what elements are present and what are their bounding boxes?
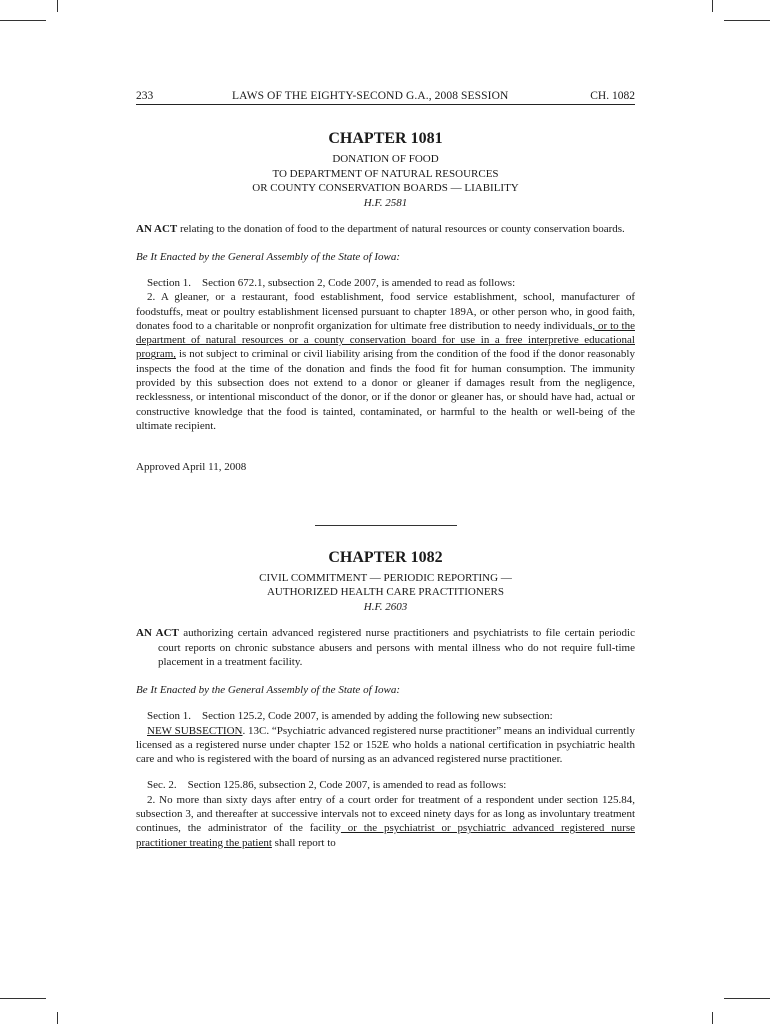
crop-mark (57, 0, 58, 12)
crop-mark (0, 20, 46, 21)
chapter-subtitle-line: TO DEPARTMENT OF NATURAL RESOURCES (272, 167, 499, 180)
act-text: relating to the donation of food to the department of natural resources or county conservation boards. (177, 223, 625, 235)
chapter-subtitle-line: AUTHORIZED HEALTH CARE PRACTITIONERS (266, 586, 504, 599)
running-head-title: LAWS OF THE EIGHTY-SECOND G.A., 2008 SESSION (232, 90, 509, 102)
act-text: authorizing certain advanced registered nurse practitioners and psychiatrists to file certain periodic court reports on chronic substance abusers and persons with mental illness who do not require full-time placement in a treatment facility. (158, 627, 635, 669)
act-description (136, 626, 635, 670)
chapter-title: CHAPTER 1082 (328, 548, 443, 566)
new-subsection-label: NEW SUBSECTION (147, 724, 243, 737)
chapter-subtitle-line: OR COUNTY CONSERVATION BOARDS — LIABILITY (252, 182, 519, 194)
section-paragraph (136, 793, 635, 850)
inserted-text: or the psychiatrist or psychiatric advanced registered nurse practitioner treating the patient (136, 822, 635, 849)
page-number: 233 (136, 90, 154, 102)
crop-mark (0, 998, 46, 999)
crop-mark (712, 1012, 713, 1024)
enacting-clause: Be It Enacted by the General Assembly of the State of Iowa: (136, 250, 401, 263)
act-lead: AN ACT (136, 627, 179, 640)
section-paragraph (136, 724, 635, 767)
document-page (136, 88, 635, 850)
chapter-1082 (136, 548, 635, 850)
chapter-subtitle-line: DONATION OF FOOD (332, 153, 439, 165)
enacting-clause: Be It Enacted by the General Assembly of the State of Iowa: (136, 683, 401, 696)
section-text: is not subject to criminal or civil liability arising from the condition of the food if the donor reasonably inspects the food at the time of the donation and finds the food fit for human consumption. The immunity provided by this subsection does not extend to a donor or gleaner if damages result from the negligence, recklessness, or intentional misconduct of the donor, or if the donor or gleaner has, or should have had, actual or constructive knowledge that the food is tainted, contaminated, or harmful to the health or well-being of the ultimate recipient. (136, 348, 635, 432)
chapter-subtitle-line: CIVIL COMMITMENT — PERIODIC REPORTING — (259, 571, 512, 584)
crop-mark (57, 1012, 58, 1024)
bill-number: H.F. 2581 (363, 196, 408, 209)
section-text: 2. A gleaner, or a restaurant, food establishment, food service establishment, school, manufacturer of foodstuffs, meat or poultry establishment licensed pursuant to chapter 189A, or other person who, in good faith, donates food to a charitable or nonprofit organization for ultimate free distribution to needy individuals (136, 291, 635, 332)
act-description (136, 222, 635, 237)
chapter-1081 (136, 129, 635, 475)
crop-mark (724, 20, 770, 21)
chapter-title: CHAPTER 1081 (328, 130, 443, 147)
section-heading: Sec. 2. Section 125.86, subsection 2, Code 2007, is amended to read as follows: (147, 779, 507, 792)
crop-mark (724, 998, 770, 999)
bill-number: H.F. 2603 (363, 600, 408, 613)
section-text: . 13C. “Psychiatric advanced registered nurse practitioner” means an individual currently licensed as a registered nurse under chapter 152 or 152E who holds a national certification in psychiatric health care and who is registered with the board of nursing as an advanced registered nurse practitioner. (136, 724, 635, 766)
running-head (136, 88, 635, 105)
section-paragraph (136, 290, 635, 433)
section-divider (315, 525, 457, 526)
inserted-text: , or to the department of natural resources or a county conservation board for use in a free interpretive educational program, (136, 319, 635, 361)
section-heading: Section 1. Section 672.1, subsection 2, Code 2007, is amended to read as follows: (147, 277, 516, 289)
crop-mark (712, 0, 713, 12)
approval-date: Approved April 11, 2008 (136, 461, 247, 474)
section-text: shall report to (271, 836, 336, 849)
section-text: 2. No more than sixty days after entry of a court order for treatment of a respondent under section 125.84, subsection 3, and thereafter at successive intervals not to exceed ninety days for as long as involuntary treatment continues, the administrator of the facility (136, 793, 635, 835)
section-heading: Section 1. Section 125.2, Code 2007, is amended by adding the following new subsection: (147, 710, 553, 723)
act-lead: AN ACT (136, 223, 178, 235)
running-head-chapter: CH. 1082 (590, 90, 635, 102)
